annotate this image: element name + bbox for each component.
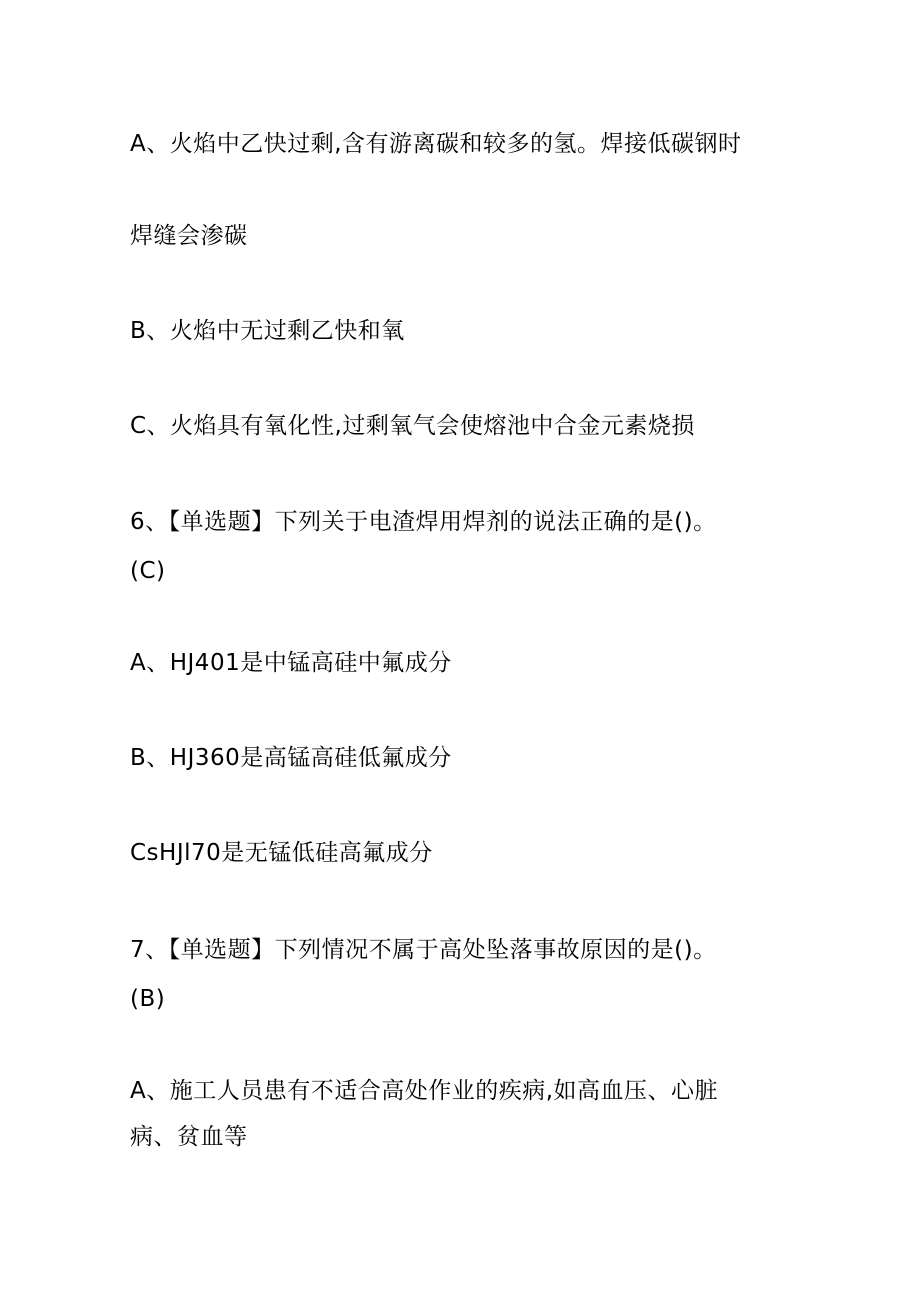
question-6-answer: (C) [130,558,166,584]
question-7-option-a: A、施工人员患有不适合高处作业的疾病,如高血压、心脏 [130,1078,719,1104]
question-6-option-b: B、HJ360是高锰高硅低氟成分 [130,745,452,771]
question-6-option-c: CsHJl70是无锰低硅高氟成分 [130,840,433,866]
question-7-answer: (B) [130,986,166,1012]
option-a-continuation: 焊缝会渗碳 [130,223,248,249]
question-7-option-a-continuation: 病、贫血等 [130,1124,248,1150]
question-7-text: 7、【单选题】下列情况不属于高处坠落事故原因的是()。 [130,937,717,963]
question-6-option-a: A、HJ401是中锰高硅中氟成分 [130,650,452,676]
option-a-text: A、火焰中乙快过剩,含有游离碳和较多的氢。焊接低碳钢时 [130,131,742,157]
option-c-text: C、火焰具有氧化性,过剩氧气会使熔池中合金元素烧损 [130,413,695,439]
option-b-text: B、火焰中无过剩乙快和氧 [130,318,405,344]
question-6-text: 6、【单选题】下列关于电渣焊用焊剂的说法正确的是()。 [130,509,717,535]
